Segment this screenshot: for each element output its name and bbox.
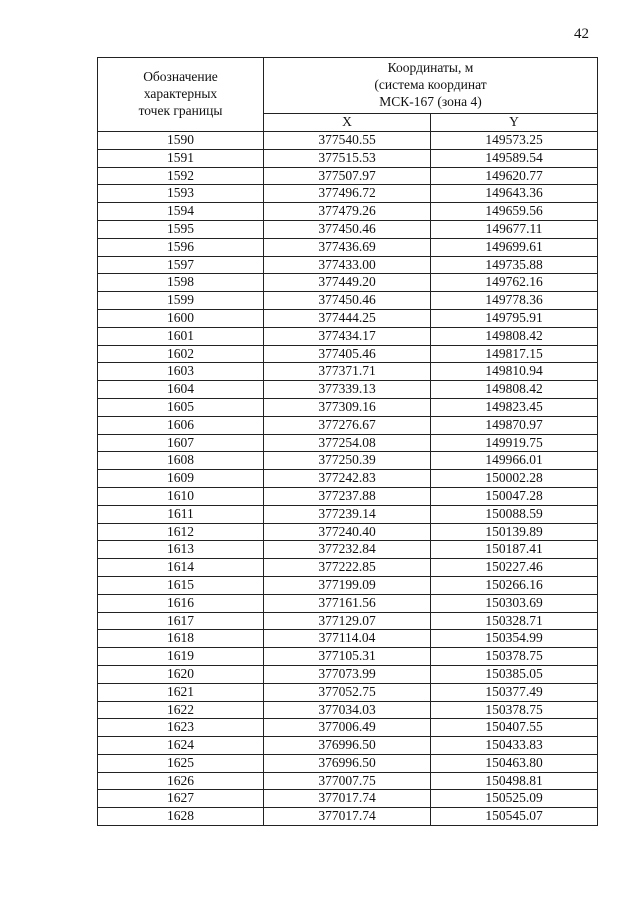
point-id-cell: 1599 (98, 292, 264, 310)
y-coordinate-cell: 149919.75 (431, 434, 598, 452)
point-id-cell: 1595 (98, 220, 264, 238)
x-coordinate-cell: 377450.46 (264, 292, 431, 310)
x-coordinate-cell: 377444.25 (264, 309, 431, 327)
table-row (98, 167, 598, 185)
y-coordinate-cell: 149795.91 (431, 309, 598, 327)
table-row (98, 808, 598, 826)
y-coordinate-cell: 150385.05 (431, 665, 598, 683)
y-coordinate-cell: 150002.28 (431, 470, 598, 488)
point-id-cell: 1604 (98, 381, 264, 399)
point-id-cell: 1610 (98, 487, 264, 505)
x-coordinate-cell: 377507.97 (264, 167, 431, 185)
y-coordinate-cell: 149808.42 (431, 381, 598, 399)
x-coordinate-cell: 377405.46 (264, 345, 431, 363)
table-row (98, 612, 598, 630)
point-id-cell: 1608 (98, 452, 264, 470)
table-row (98, 185, 598, 203)
table-row (98, 149, 598, 167)
table-row (98, 683, 598, 701)
x-coordinate-cell: 377242.83 (264, 470, 431, 488)
point-id-cell: 1602 (98, 345, 264, 363)
table-row (98, 648, 598, 666)
x-coordinate-cell: 377254.08 (264, 434, 431, 452)
x-coordinate-cell: 377339.13 (264, 381, 431, 399)
x-coordinate-cell: 377450.46 (264, 220, 431, 238)
point-id-cell: 1615 (98, 576, 264, 594)
y-coordinate-cell: 149620.77 (431, 167, 598, 185)
table-row (98, 541, 598, 559)
table-row (98, 309, 598, 327)
x-coordinate-cell: 377129.07 (264, 612, 431, 630)
point-id-cell: 1590 (98, 132, 264, 150)
x-coordinate-cell: 377007.75 (264, 772, 431, 790)
x-coordinate-cell: 377496.72 (264, 185, 431, 203)
x-coordinate-cell: 377540.55 (264, 132, 431, 150)
x-coordinate-cell: 377073.99 (264, 665, 431, 683)
table-row (98, 434, 598, 452)
point-id-cell: 1617 (98, 612, 264, 630)
y-coordinate-cell: 150463.80 (431, 754, 598, 772)
point-id-cell: 1627 (98, 790, 264, 808)
point-id-cell: 1601 (98, 327, 264, 345)
y-coordinate-cell: 149762.16 (431, 274, 598, 292)
x-coordinate-cell: 376996.50 (264, 754, 431, 772)
table-row (98, 132, 598, 150)
table-row (98, 719, 598, 737)
x-coordinate-cell: 377434.17 (264, 327, 431, 345)
table-row (98, 594, 598, 612)
y-coordinate-cell: 150354.99 (431, 630, 598, 648)
x-coordinate-cell: 377371.71 (264, 363, 431, 381)
y-coordinate-cell: 149823.45 (431, 398, 598, 416)
table-row (98, 345, 598, 363)
x-coordinate-cell: 377006.49 (264, 719, 431, 737)
point-id-cell: 1611 (98, 505, 264, 523)
y-coordinate-cell: 150378.75 (431, 701, 598, 719)
coordinates-table (97, 57, 598, 826)
point-id-cell: 1606 (98, 416, 264, 434)
table-row (98, 630, 598, 648)
x-coordinate-cell: 377240.40 (264, 523, 431, 541)
points-header: Обозначение характерных точек границы (98, 58, 264, 132)
x-coordinate-cell: 377222.85 (264, 559, 431, 577)
y-coordinate-cell: 150377.49 (431, 683, 598, 701)
point-id-cell: 1596 (98, 238, 264, 256)
x-coordinate-cell: 376996.50 (264, 737, 431, 755)
table-row (98, 701, 598, 719)
table-row (98, 790, 598, 808)
y-header: Y (431, 113, 598, 131)
x-header: X (264, 113, 431, 131)
point-id-cell: 1614 (98, 559, 264, 577)
table-row (98, 327, 598, 345)
point-id-cell: 1605 (98, 398, 264, 416)
point-id-cell: 1592 (98, 167, 264, 185)
table-row (98, 737, 598, 755)
y-coordinate-cell: 149808.42 (431, 327, 598, 345)
point-id-cell: 1628 (98, 808, 264, 826)
table-row (98, 505, 598, 523)
table-row (98, 256, 598, 274)
point-id-cell: 1600 (98, 309, 264, 327)
x-coordinate-cell: 377449.20 (264, 274, 431, 292)
x-coordinate-cell: 377105.31 (264, 648, 431, 666)
y-coordinate-cell: 150407.55 (431, 719, 598, 737)
y-coordinate-cell: 150498.81 (431, 772, 598, 790)
y-coordinate-cell: 149677.11 (431, 220, 598, 238)
coordinates-header: Координаты, м (система координат МСК-167 (зона 4) (264, 58, 598, 114)
y-coordinate-cell: 150227.46 (431, 559, 598, 577)
y-coordinate-cell: 149659.56 (431, 203, 598, 221)
y-coordinate-cell: 149870.97 (431, 416, 598, 434)
point-id-cell: 1594 (98, 203, 264, 221)
table-row (98, 220, 598, 238)
point-id-cell: 1607 (98, 434, 264, 452)
x-coordinate-cell: 377161.56 (264, 594, 431, 612)
y-coordinate-cell: 150047.28 (431, 487, 598, 505)
table-row (98, 470, 598, 488)
point-id-cell: 1626 (98, 772, 264, 790)
y-coordinate-cell: 149810.94 (431, 363, 598, 381)
y-coordinate-cell: 150545.07 (431, 808, 598, 826)
y-coordinate-cell: 149817.15 (431, 345, 598, 363)
point-id-cell: 1621 (98, 683, 264, 701)
point-id-cell: 1591 (98, 149, 264, 167)
y-coordinate-cell: 150266.16 (431, 576, 598, 594)
table-row (98, 523, 598, 541)
x-coordinate-cell: 377239.14 (264, 505, 431, 523)
x-coordinate-cell: 377114.04 (264, 630, 431, 648)
point-id-cell: 1620 (98, 665, 264, 683)
table-row (98, 416, 598, 434)
y-coordinate-cell: 149966.01 (431, 452, 598, 470)
page-number: 42 (574, 26, 589, 42)
x-coordinate-cell: 377237.88 (264, 487, 431, 505)
y-coordinate-cell: 149573.25 (431, 132, 598, 150)
point-id-cell: 1612 (98, 523, 264, 541)
y-coordinate-cell: 150525.09 (431, 790, 598, 808)
y-coordinate-cell: 150378.75 (431, 648, 598, 666)
y-coordinate-cell: 149778.36 (431, 292, 598, 310)
y-coordinate-cell: 149699.61 (431, 238, 598, 256)
y-coordinate-cell: 149735.88 (431, 256, 598, 274)
table-row (98, 487, 598, 505)
point-id-cell: 1597 (98, 256, 264, 274)
point-id-cell: 1603 (98, 363, 264, 381)
x-coordinate-cell: 377017.74 (264, 790, 431, 808)
point-id-cell: 1598 (98, 274, 264, 292)
y-coordinate-cell: 150139.89 (431, 523, 598, 541)
table-row (98, 363, 598, 381)
x-coordinate-cell: 377232.84 (264, 541, 431, 559)
y-coordinate-cell: 150088.59 (431, 505, 598, 523)
y-coordinate-cell: 150303.69 (431, 594, 598, 612)
point-id-cell: 1609 (98, 470, 264, 488)
table-row (98, 203, 598, 221)
table-row (98, 238, 598, 256)
table-row (98, 559, 598, 577)
point-id-cell: 1616 (98, 594, 264, 612)
x-coordinate-cell: 377436.69 (264, 238, 431, 256)
table-row (98, 274, 598, 292)
x-coordinate-cell: 377479.26 (264, 203, 431, 221)
point-id-cell: 1622 (98, 701, 264, 719)
x-coordinate-cell: 377515.53 (264, 149, 431, 167)
point-id-cell: 1593 (98, 185, 264, 203)
table-body (98, 132, 598, 826)
table-row (98, 576, 598, 594)
y-coordinate-cell: 149643.36 (431, 185, 598, 203)
table-row (98, 754, 598, 772)
x-coordinate-cell: 377276.67 (264, 416, 431, 434)
point-id-cell: 1623 (98, 719, 264, 737)
table-row (98, 292, 598, 310)
y-coordinate-cell: 150433.83 (431, 737, 598, 755)
point-id-cell: 1624 (98, 737, 264, 755)
x-coordinate-cell: 377433.00 (264, 256, 431, 274)
x-coordinate-cell: 377199.09 (264, 576, 431, 594)
x-coordinate-cell: 377250.39 (264, 452, 431, 470)
x-coordinate-cell: 377034.03 (264, 701, 431, 719)
table-row (98, 665, 598, 683)
table-row (98, 452, 598, 470)
x-coordinate-cell: 377309.16 (264, 398, 431, 416)
y-coordinate-cell: 150328.71 (431, 612, 598, 630)
point-id-cell: 1625 (98, 754, 264, 772)
table-row (98, 381, 598, 399)
x-coordinate-cell: 377017.74 (264, 808, 431, 826)
point-id-cell: 1613 (98, 541, 264, 559)
y-coordinate-cell: 149589.54 (431, 149, 598, 167)
x-coordinate-cell: 377052.75 (264, 683, 431, 701)
table-row (98, 772, 598, 790)
table-row (98, 398, 598, 416)
y-coordinate-cell: 150187.41 (431, 541, 598, 559)
point-id-cell: 1619 (98, 648, 264, 666)
point-id-cell: 1618 (98, 630, 264, 648)
